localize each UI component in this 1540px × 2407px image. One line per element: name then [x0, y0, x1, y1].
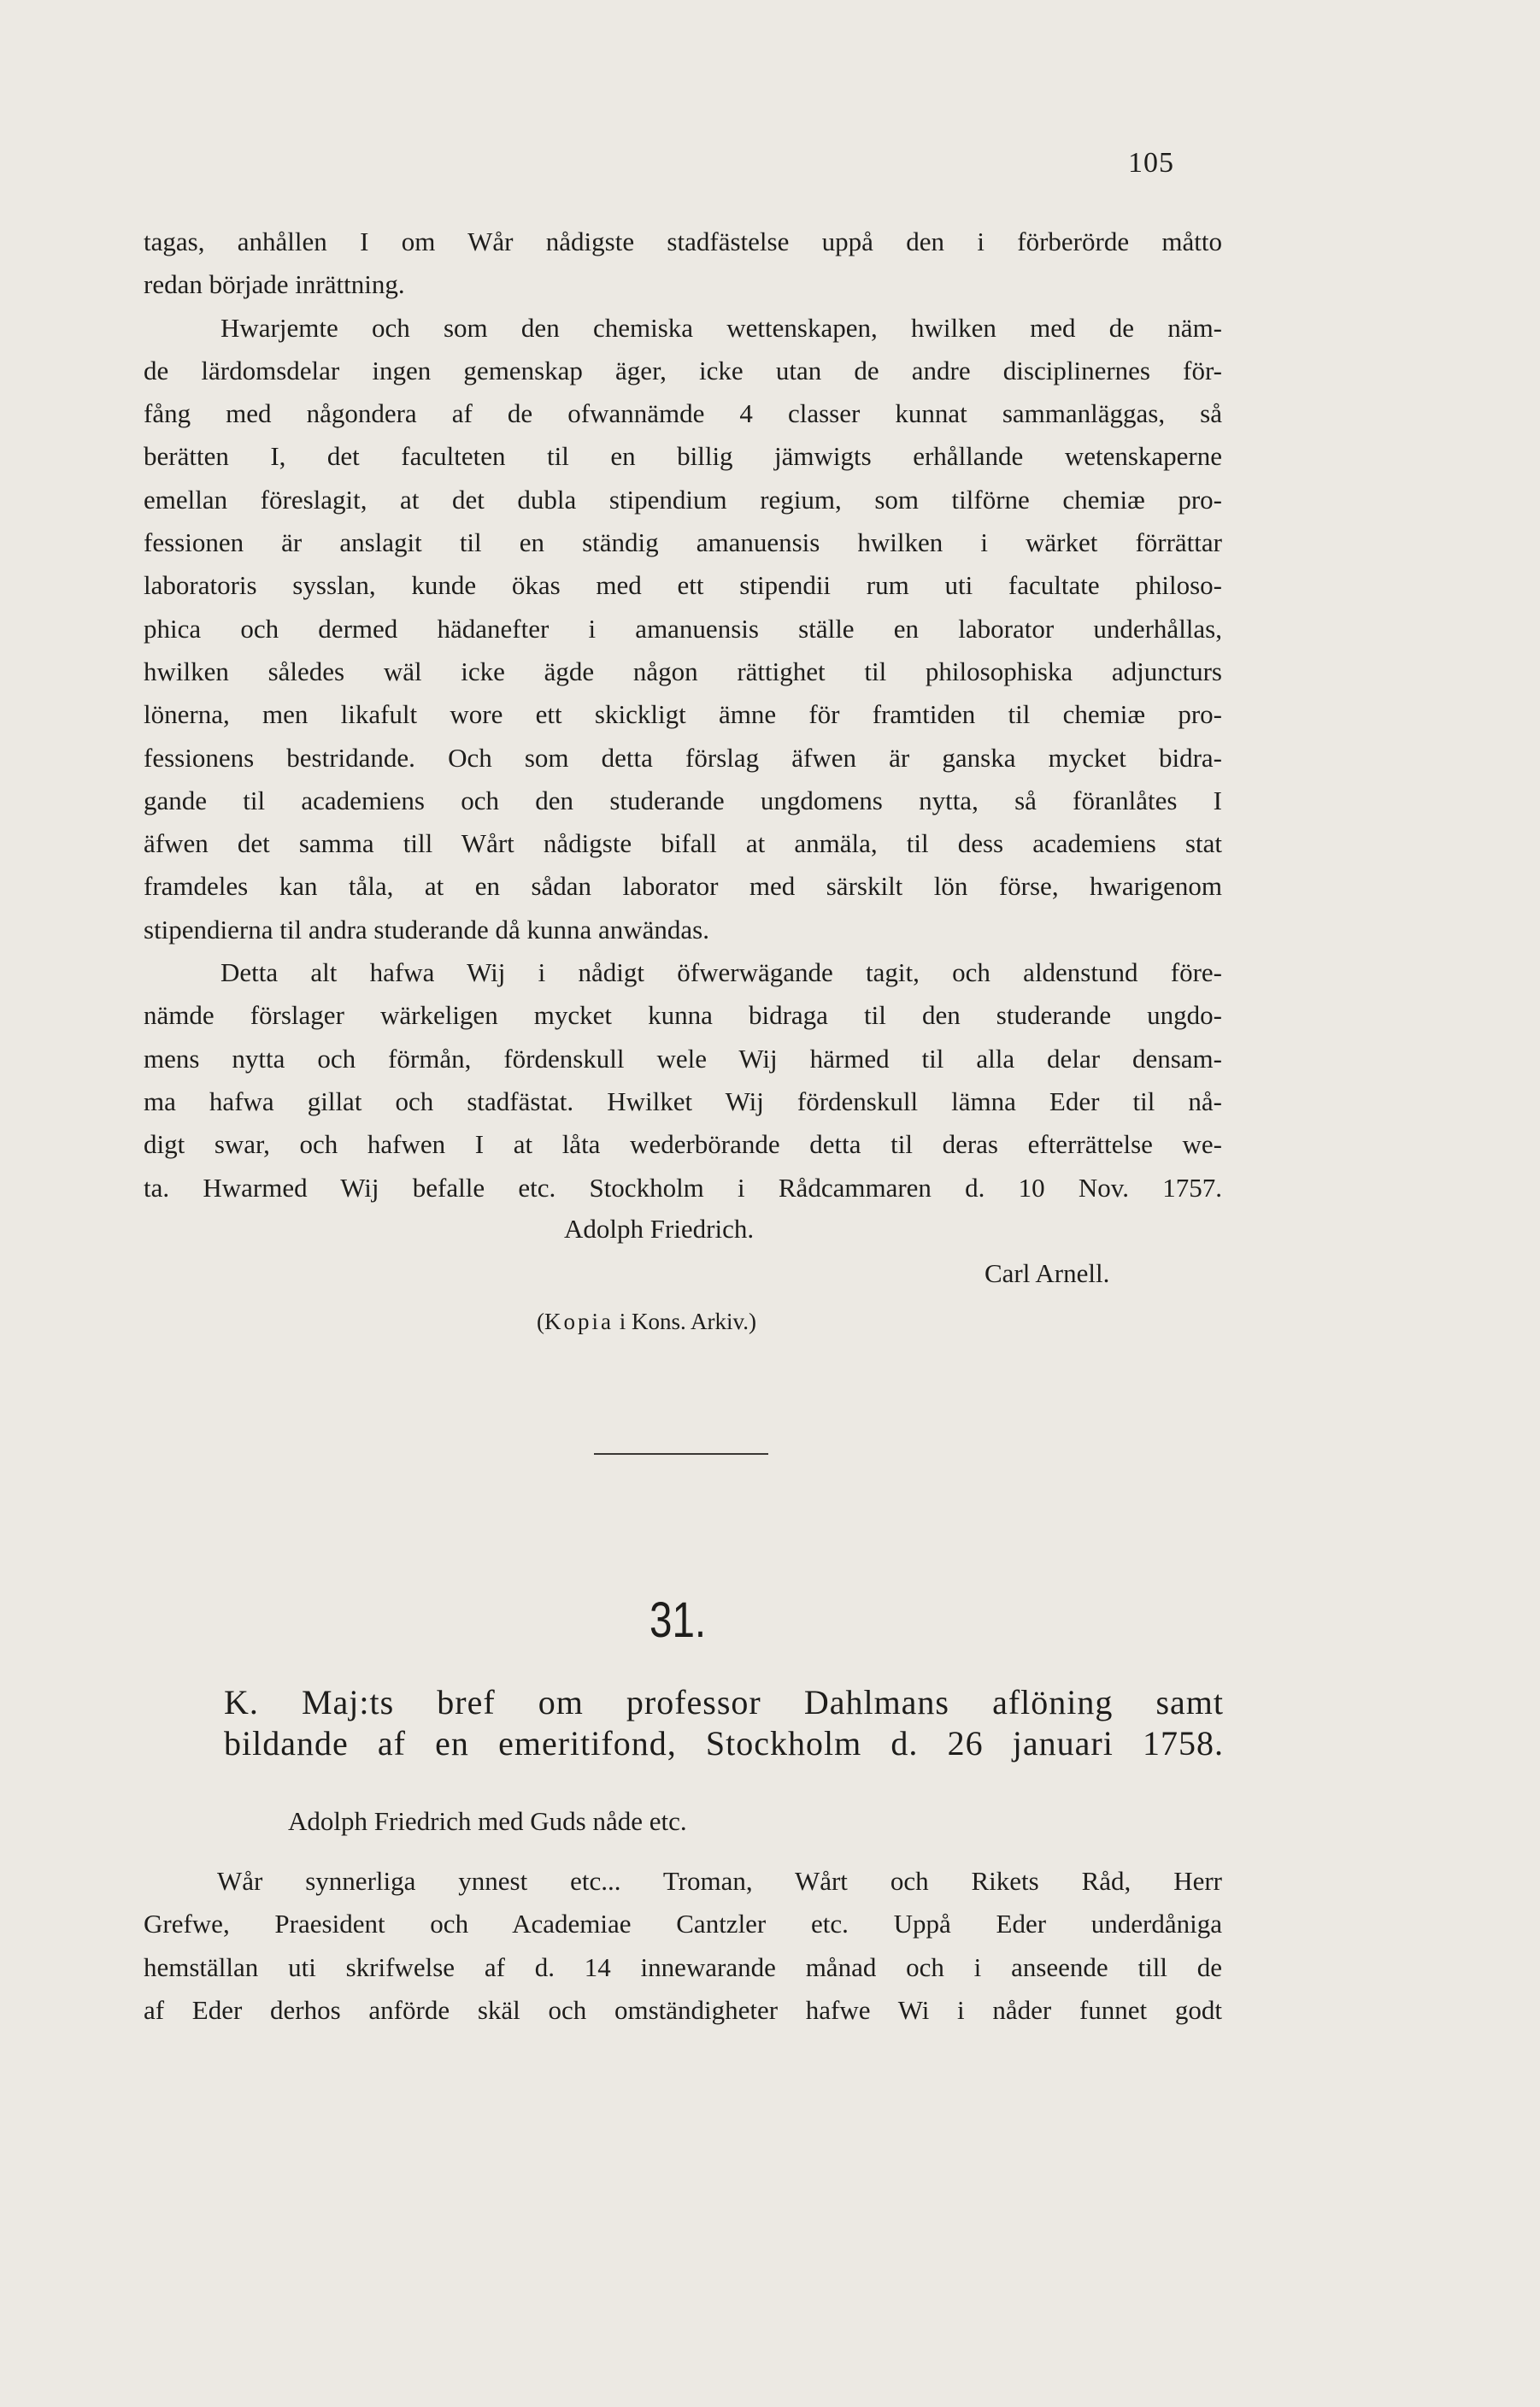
salutation: Adolph Friedrich med Guds nåde etc. [288, 1806, 687, 1836]
text-line: ta. Hwarmed Wij befalle etc. Stockholm i Rådcammaren d. 10 Nov. 1757. [144, 1172, 1222, 1203]
source-note-rest: i Kons. Arkiv.) [613, 1309, 756, 1334]
text-line: stipendierna til andra studerande då kunna anwändas. [144, 914, 709, 945]
text-line: phica och dermed hädanefter i amanuensis ställe en laborator underhållas, [144, 613, 1222, 644]
document-number: 31. [650, 1592, 707, 1648]
text-line: af Eder derhos anförde skäl och omständigheter hafwe Wi i nåder funnet godt [144, 1994, 1222, 2025]
source-note [537, 1309, 756, 1335]
page-number: 105 [1128, 147, 1174, 179]
text-line: Detta alt hafwa Wij i nådigt öfwerwägande tagit, och aldenstund före- [220, 957, 1222, 988]
text-line: Hwarjemte och som den chemiska wettenskapen, hwilken med de näm- [220, 312, 1222, 343]
text-line: hwilken således wäl icke ägde någon rättighet til philosophiska adjuncturs [144, 656, 1222, 686]
text-line: framdeles kan tåla, at en sådan laborator med särskilt lön förse, hwarigenom [144, 871, 1222, 902]
signature-king: Adolph Friedrich. [564, 1214, 755, 1244]
text-line: emellan föreslagit, at det dubla stipendium regium, som tilförne chemiæ pro- [144, 484, 1222, 515]
text-line: hemställan uti skrifwelse af d. 14 innewarande månad och i anseende till de [144, 1951, 1222, 1982]
letter-body-1758 [144, 1860, 1222, 2032]
text-line: gande til academiens och den studerande ungdomens nytta, så föranlåtes I [144, 785, 1222, 815]
text-line: ma hafwa gillat och stadfästat. Hwilket Wij fördenskull lämna Eder til nå- [144, 1086, 1222, 1116]
text-line: Grefwe, Praesident och Academiae Cantzler etc. Uppå Eder underdåniga [144, 1909, 1222, 1939]
source-note-word: Kopia [544, 1309, 614, 1334]
text-line: fessionens bestridande. Och som detta förslag äfwen är ganska mycket bidra- [144, 742, 1222, 773]
text-line: tagas, anhållen I om Wår nådigste stadfästelse uppå den i förberörde måtto [144, 227, 1222, 256]
text-line: fång med någondera af de ofwannämde 4 classer kunnat sammanläggas, så [144, 398, 1222, 429]
text-line: redan började inrättning. [144, 269, 405, 300]
text-line: berätten I, det faculteten til en billig jämwigts erhållande wetenskaperne [144, 441, 1222, 472]
text-line: Wår synnerliga ynnest etc... Troman, Wårt och Rikets Råd, Herr [217, 1866, 1222, 1896]
text-line: lönerna, men likafult wore ett skickligt ämne för framtiden til chemiæ pro- [144, 699, 1222, 730]
signature-secretary: Carl Arnell. [985, 1258, 1110, 1288]
text-line: digt swar, och hafwen I at låta wederbörande detta til deras efterrättelse we- [144, 1129, 1222, 1160]
section-divider [594, 1453, 768, 1455]
text-line: de lärdomsdelar ingen gemenskap äger, icke utan de andre disciplinernes för- [144, 355, 1222, 385]
text-line: fessionen är anslagit til en ständig amanuensis hwilken i wärket förrättar [144, 527, 1222, 558]
document-title [224, 1682, 1224, 1764]
source-note-open: ( [537, 1309, 544, 1334]
text-line: nämde förslager wärkeligen mycket kunna bidraga til den studerande ungdo- [144, 1000, 1222, 1031]
text-line: äfwen det samma till Wårt nådigste bifall at anmäla, til dess academiens stat [144, 828, 1222, 859]
letter-body-1757 [144, 221, 1222, 1209]
text-line: mens nytta och förmån, fördenskull wele Wij härmed til alla delar densam- [144, 1043, 1222, 1074]
text-line: laboratoris sysslan, kunde ökas med ett stipendii rum uti facultate philoso- [144, 570, 1222, 601]
title-line: K. Maj:ts bref om professor Dahlmans aflöning samt [224, 1683, 1224, 1721]
title-line: bildande af en emeritifond, Stockholm d. 26 januari 1758. [224, 1724, 1224, 1763]
